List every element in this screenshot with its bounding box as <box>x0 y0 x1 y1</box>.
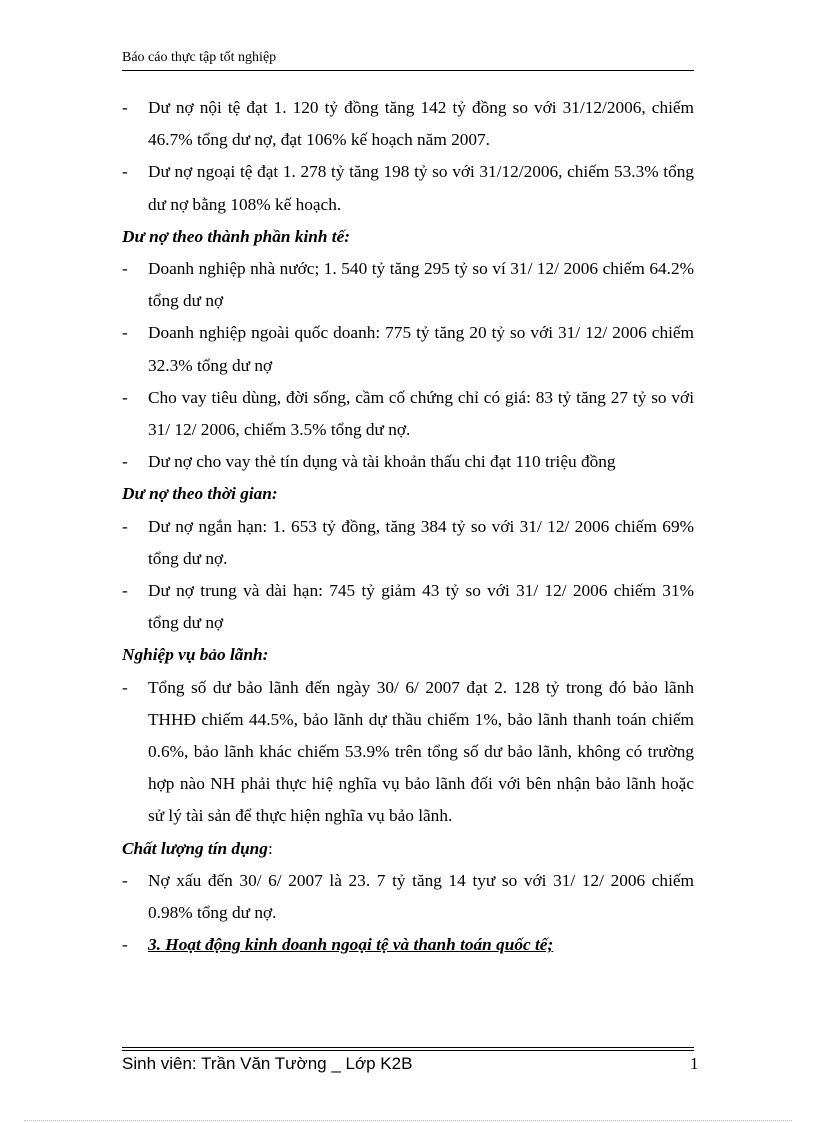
section-3-heading <box>122 929 694 961</box>
bullet-dash: - <box>122 870 128 890</box>
section-3-title: 3. Hoạt động kinh doanh ngoại tệ và thanh toán quốc tế; <box>148 935 554 955</box>
bullet-dash: - <box>122 935 128 955</box>
list-item <box>122 382 694 446</box>
list-item-text: Dư nợ cho vay thẻ tín dụng và tài khoản thấu chi đạt 110 triệu đồng <box>148 452 616 472</box>
list-item <box>122 672 694 833</box>
list-item <box>122 865 694 929</box>
header-divider <box>122 70 694 71</box>
section-heading-text: Chất lượng tín dụng <box>122 838 268 858</box>
section-heading-guarantee: Nghiệp vụ bảo lãnh: <box>122 645 269 665</box>
bullet-dash: - <box>122 259 128 279</box>
footer-student: Sinh viên: Trần Văn Tường _ Lớp K2B <box>122 1054 413 1073</box>
bullet-dash: - <box>122 162 128 182</box>
list-item <box>122 317 694 381</box>
list-item-text: Dư nợ ngắn hạn: 1. 653 tỷ đồng, tăng 384 tỷ so với 31/ 12/ 2006 chiếm 69% tổng dư nợ. <box>148 516 694 568</box>
bullet-dash: - <box>122 581 128 601</box>
document-body <box>122 92 694 961</box>
list-item <box>122 92 694 156</box>
page-bottom-dotted-line <box>24 1120 792 1121</box>
list-item <box>122 446 694 478</box>
list-item-text: Doanh nghiệp ngoài quốc doanh: 775 tỷ tăng 20 tỷ so với 31/ 12/ 2006 chiếm 32.3% tổng dư nợ <box>148 323 694 375</box>
section-heading-economic-sector: Dư nợ theo thành phần kinh tế: <box>122 226 351 246</box>
list-item-text: Tổng số dư bảo lãnh đến ngày 30/ 6/ 2007 đạt 2. 128 tỷ trong đó bảo lãnh THHĐ chiếm 44.5%, bảo lãnh dự thầu chiếm 1%, bảo lãnh thanh toán chiếm 0.6%, bảo lãnh khác chiếm 53.9% trên tổng số dư bảo lãnh, không có trường hợp nào NH phải thực hiệ nghĩa vụ bảo lãnh đối với bên nhận bảo lãnh hoặc sử lý tài sản để thực hiện nghĩa vụ bảo lãnh. <box>148 677 694 826</box>
bullet-dash: - <box>122 98 128 117</box>
list-item-text: Doanh nghiệp nhà nước; 1. 540 tỷ tăng 295 tỷ so ví 31/ 12/ 2006 chiếm 64.2% tổng dư nợ <box>148 259 694 311</box>
bullet-dash: - <box>122 323 128 343</box>
section-heading-credit-quality <box>122 833 694 865</box>
footer-divider-top <box>122 1047 694 1048</box>
bullet-dash: - <box>122 516 128 536</box>
list-item-text: Dư nợ nội tệ đạt 1. 120 tỷ đồng tăng 142 tỷ đồng so với 31/12/2006, chiếm 46.7% tổng dư nợ, đạt 106% kế hoạch năm 2007. <box>148 98 694 150</box>
list-item-text: Dư nợ ngoại tệ đạt 1. 278 tỷ tăng 198 tỷ so với 31/12/2006, chiếm 53.3% tổng dư nợ bằng 108% kế hoạch. <box>148 162 694 214</box>
list-item <box>122 253 694 317</box>
list-item <box>122 156 694 220</box>
page-number: 1 <box>690 1054 699 1073</box>
footer-divider-bottom <box>122 1050 694 1051</box>
bullet-dash: - <box>122 452 128 472</box>
list-item-text: Cho vay tiêu dùng, đời sống, cầm cố chứng chỉ có giá: 83 tỷ tăng 27 tỷ so với 31/ 12/ 2006, chiếm 3.5% tổng dư nợ. <box>148 387 694 440</box>
list-item-text: Dư nợ trung và dài hạn: 745 tỷ giảm 43 tỷ so với 31/ 12/ 2006 chiếm 31% tổng dư nợ <box>148 581 694 633</box>
section-heading-time: Dư nợ theo thời gian: <box>122 484 278 504</box>
list-item <box>122 575 694 639</box>
heading-colon: : <box>267 838 273 858</box>
bullet-dash: - <box>122 677 128 697</box>
running-header: Báo cáo thực tập tốt nghiệp <box>122 50 277 65</box>
bullet-dash: - <box>122 387 128 407</box>
list-item <box>122 511 694 575</box>
list-item-text: Nợ xấu đến 30/ 6/ 2007 là 23. 7 tỷ tăng 14 tyư so với 31/ 12/ 2006 chiếm 0.98% tổng dư nợ. <box>148 870 694 923</box>
